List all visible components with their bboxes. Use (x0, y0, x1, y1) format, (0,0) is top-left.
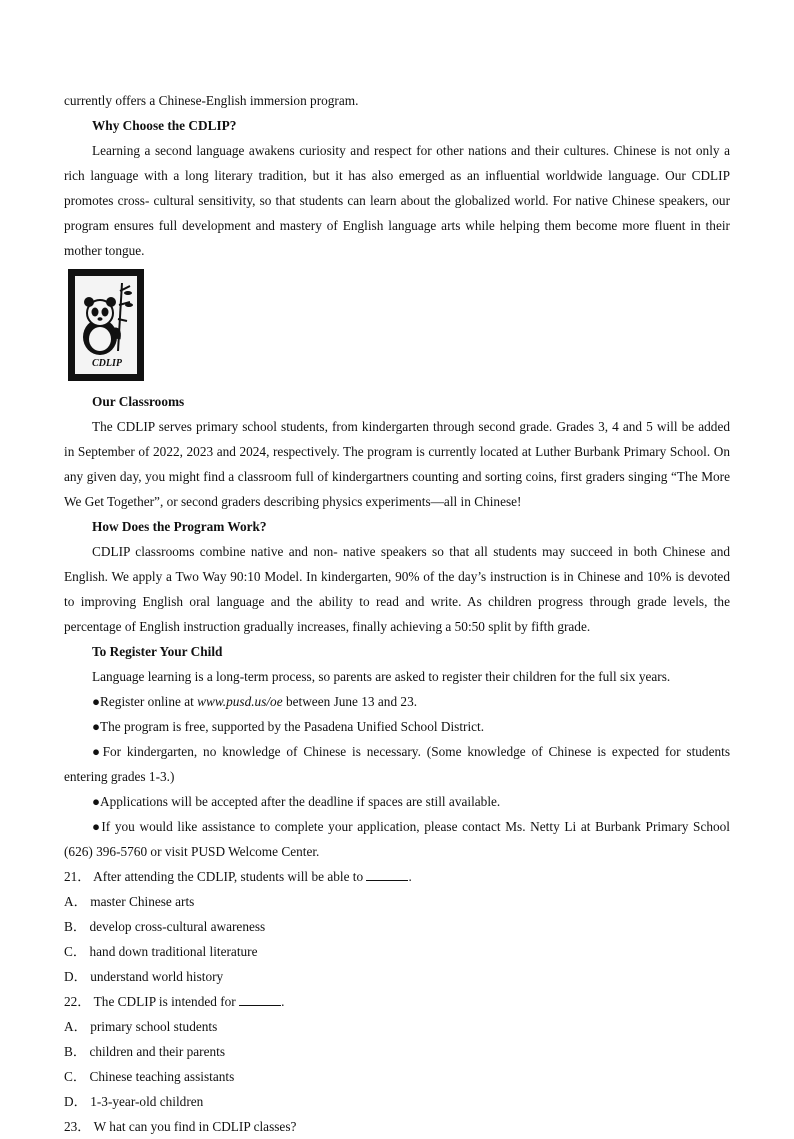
q22-options (64, 1014, 730, 1114)
register-intro: Language learning is a long-term process, so parents are asked to register their children for the full six years. (92, 669, 671, 684)
document-page (64, 88, 730, 1139)
q21-option-b[interactable]: B． develop cross-cultural awareness (64, 919, 266, 934)
q22-end: . (281, 994, 285, 1009)
heading-classrooms: Our Classrooms (92, 394, 185, 409)
paragraph-why: Learning a second language awakens curiosity and respect for other nations and their cultures. Chinese is not only a rich language with a long literary tradition, but it has also emerged as an influential worldwide language. Our CDLIP promotes cross- cultural sensitivity, so that students can learn about the globalized world. For native Chinese speakers, our program ensures full development and mastery of English language arts while helping them become more fluent in their mother tongue. (64, 143, 730, 258)
bullet-1-prefix: ●Register online at (92, 694, 198, 709)
q22-blank (239, 993, 281, 1006)
bullet-kindergarten: ●For kindergarten, no knowledge of Chinese is necessary. (Some knowledge of Chinese is expected for students entering grades 1-3.) (64, 744, 730, 784)
question-21 (64, 864, 730, 889)
q21-option-a[interactable]: A． master Chinese arts (64, 894, 195, 909)
bullet-free-program: ●The program is free, supported by the Pasadena Unified School District. (92, 719, 485, 734)
q21-option-d[interactable]: D． understand world history (64, 969, 224, 984)
paragraph-classrooms: The CDLIP serves primary school students, from kindergarten through second grade. Grades 3, 4 and 5 will be added in September of 2022, 2023 and 2024, respectively. The program is currently located at Luther Burbank Primary School. On any given day, you might find a classroom full of kindergartners counting and sorting coins, first graders singing “The More We Get Together”, or second graders describing physics experiments—all in Chinese! (64, 419, 730, 509)
logo-area (64, 263, 730, 389)
bullet-applications: ●Applications will be accepted after the deadline if spaces are still available. (92, 794, 501, 809)
q22-option-d[interactable]: D． 1-3-year-old children (64, 1094, 204, 1109)
paragraph-how: CDLIP classrooms combine native and non- native speakers so that all students may succeed in both Chinese and English. We apply a Two Way 90:10 Model. In kindergarten, 90% of the day’s instruction is in Chinese and 10% is devoted to improving English oral language and the ability to read and write. As children progress through grade levels, the percentage of English instruction gradually increases, finally achieving a 50:50 split by fifth grade. (64, 544, 730, 634)
bullet-assistance: ●If you would like assistance to complete your application, please contact Ms. Netty Li at Burbank Primary School (626) 396-5760 or visit PUSD Welcome Center. (64, 819, 730, 859)
bullet-1-suffix: between June 13 and 23. (282, 694, 418, 709)
logo-label: CDLIP (92, 358, 122, 369)
bullet-register-online (64, 689, 730, 714)
intro-line: currently offers a Chinese-English immersion program. (64, 93, 359, 108)
q22-option-b[interactable]: B． children and their parents (64, 1044, 225, 1059)
q22-stem: 22． The CDLIP is intended for (64, 994, 240, 1009)
question-22 (64, 989, 730, 1014)
register-url-link[interactable]: www.pusd.us/oe (197, 694, 283, 709)
heading-why: Why Choose the CDLIP? (92, 118, 237, 133)
question-23: 23． W hat can you find in CDLIP classes? (64, 1119, 297, 1134)
q21-end: . (408, 869, 412, 884)
q21-blank (366, 868, 408, 881)
q21-options (64, 889, 730, 989)
q21-option-c[interactable]: C． hand down traditional literature (64, 944, 258, 959)
q22-option-c[interactable]: C． Chinese teaching assistants (64, 1069, 235, 1084)
heading-register: To Register Your Child (92, 644, 223, 659)
heading-how: How Does the Program Work? (92, 519, 267, 534)
cdlip-panda-logo (68, 269, 144, 381)
q21-stem: 21． After attending the CDLIP, students will be able to (64, 869, 367, 884)
q22-option-a[interactable]: A． primary school students (64, 1019, 218, 1034)
